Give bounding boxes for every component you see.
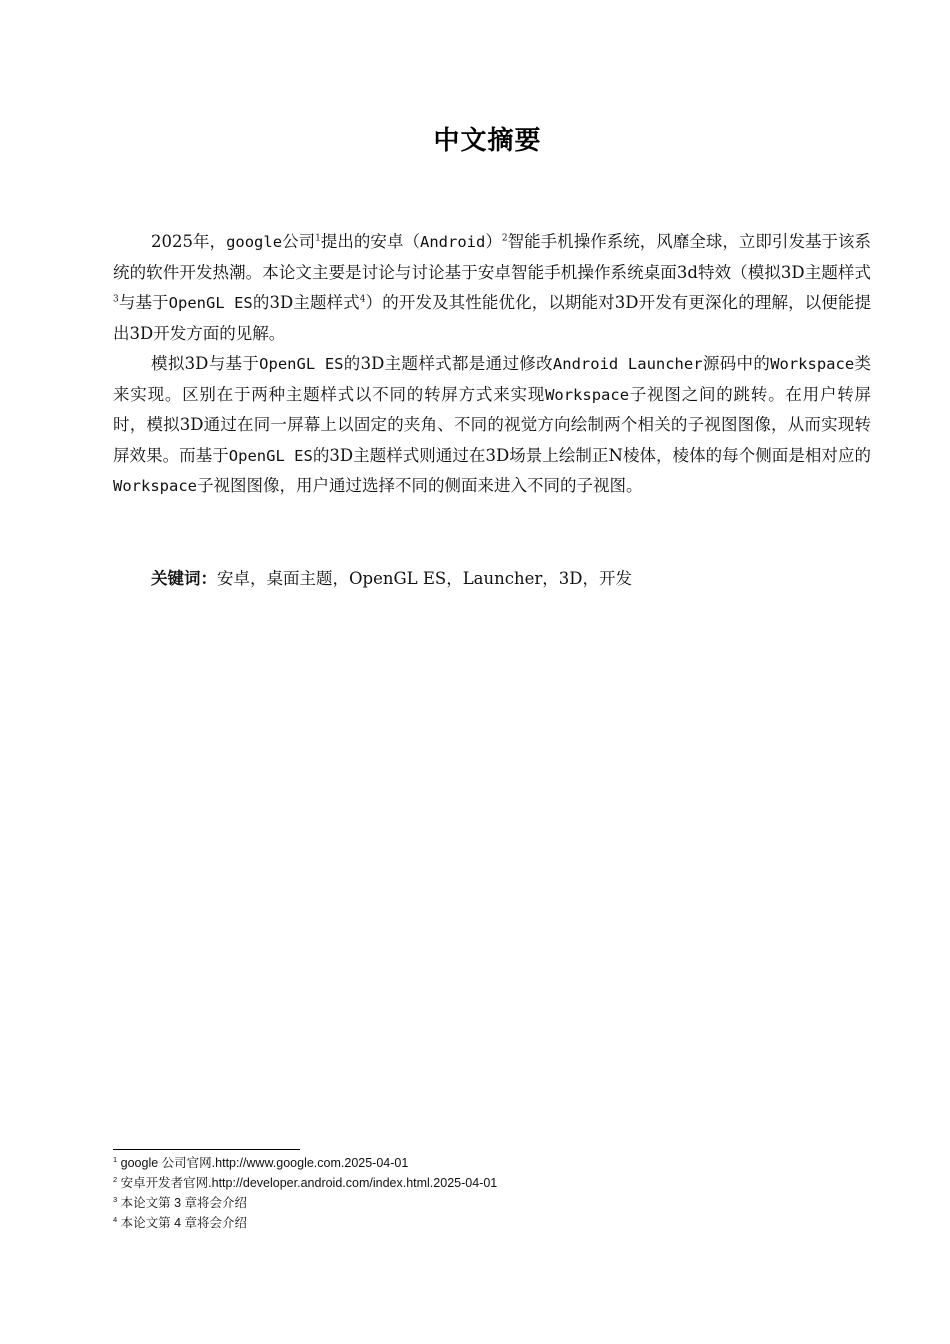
text-run: 与基于 xyxy=(118,293,169,312)
footnote-text: google 公司官网.http://www.google.com.2025-04-01 xyxy=(120,1156,409,1170)
footnotes xyxy=(113,1153,873,1233)
text-run: 公司 xyxy=(282,232,316,251)
page-title: 中文摘要 xyxy=(433,126,542,156)
text-run: google xyxy=(226,233,283,251)
abstract-body xyxy=(113,227,871,502)
footnote-ref-1[interactable]: 1 xyxy=(315,233,321,244)
footnote-number: 2 xyxy=(113,1174,118,1184)
text-run: 模拟3D与基于 xyxy=(151,354,260,373)
text-run: 的3D主题样式则通过在3D场景上绘制正N棱体，棱体的每个侧面是相对应的 xyxy=(312,445,871,465)
text-run: 子视图之间的跳转。在用户转屏时，模拟3D通过在同一屏幕上以固定的夹角、不同的视觉方向绘制两个相关的子视图图像，从而实现转屏效果。而基于 xyxy=(113,384,872,465)
keywords-line xyxy=(151,565,871,593)
text-run: OpenGL ES xyxy=(259,355,344,373)
footnote-ref-4[interactable]: 4 xyxy=(359,294,366,305)
footnote-separator xyxy=(113,1149,300,1150)
footnote-3 xyxy=(113,1193,873,1213)
text-run: Workspace xyxy=(545,385,630,404)
footnote-text: 本论文第 3 章将会介绍 xyxy=(120,1196,248,1210)
footnote-2 xyxy=(113,1173,873,1193)
text-run: Android Launcher xyxy=(552,355,703,373)
footnote-number: 3 xyxy=(113,1194,118,1204)
text-run: 的3D主题样式 xyxy=(252,293,360,312)
text-run: ） xyxy=(485,232,502,251)
text-run: ）的开发及其性能优化，以期能对3D开发有更深化的理解，以便能提出3D开发方面的见解。 xyxy=(113,293,872,343)
text-run: 子视图图像，用户通过选择不同的侧面来进入不同的子视图。 xyxy=(197,476,643,495)
footnote-number: 1 xyxy=(113,1154,118,1164)
text-run: 智能手机操作系统，风靡全球，立即引发基于该系统的软件开发热潮。本论文主要是讨论与讨论基于安卓智能手机操作系统桌面3d特效（模拟3D主题样式 xyxy=(113,232,872,282)
footnote-number: 4 xyxy=(113,1214,118,1224)
footnote-ref-2[interactable]: 2 xyxy=(501,233,508,244)
text-run: 类来实现。区别在于两种主题样式以不同的转屏方式来实现 xyxy=(113,354,872,404)
text-run: 的3D主题样式都是通过修改 xyxy=(343,354,553,373)
text-run: Workspace xyxy=(113,477,197,495)
text-run: 2025年， xyxy=(151,232,227,251)
text-run: Android xyxy=(420,233,486,251)
footnote-text: 安卓开发者官网.http://developer.android.com/index.html.2025-04-01 xyxy=(120,1176,498,1190)
footnote-4 xyxy=(113,1213,873,1233)
footnote-text: 本论文第 4 章将会介绍 xyxy=(120,1216,248,1230)
text-run: Workspace xyxy=(770,355,855,373)
footnote-1 xyxy=(113,1153,873,1173)
paragraph-2 xyxy=(113,349,871,502)
paragraph-1 xyxy=(113,227,871,349)
text-run: OpenGL ES xyxy=(228,446,313,465)
text-run: 源码中的 xyxy=(702,354,771,373)
text-run: OpenGL ES xyxy=(168,294,253,312)
footnote-ref-3[interactable]: 3 xyxy=(113,294,119,305)
keywords-label: 关键词： xyxy=(151,569,217,588)
text-run: 提出的安卓（ xyxy=(320,232,420,251)
keywords-value: 安卓，桌面主题，OpenGL ES，Launcher，3D，开发 xyxy=(217,569,633,588)
